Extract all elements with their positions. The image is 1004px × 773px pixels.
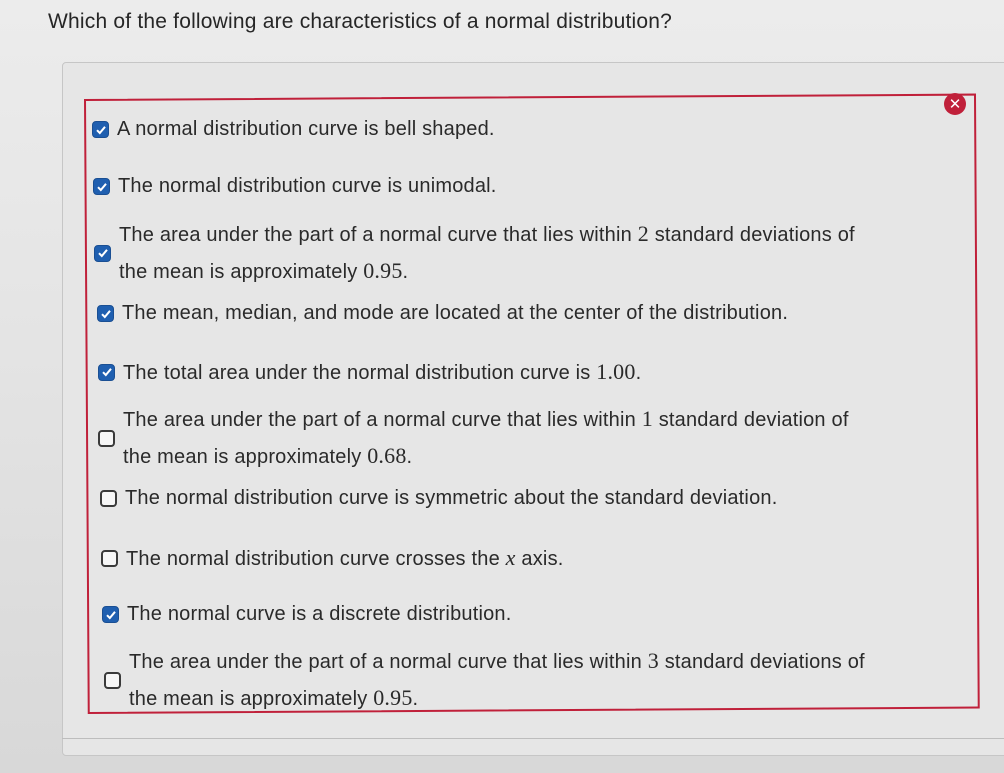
- option-bell-shaped[interactable]: [92, 118, 495, 141]
- option-label: The normal distribution curve crosses the x axis.: [126, 545, 564, 570]
- option-within-1-sd[interactable]: [98, 401, 849, 475]
- checked-checkbox-icon[interactable]: [98, 364, 115, 381]
- incorrect-close-icon[interactable]: ✕: [944, 93, 966, 115]
- option-mean-median-mode[interactable]: [97, 302, 788, 325]
- checked-checkbox-icon[interactable]: [93, 178, 110, 195]
- option-label: A normal distribution curve is bell shaped.: [117, 118, 495, 140]
- option-line-1: The area under the part of a normal curve that lies within 2 standard deviations of: [119, 221, 855, 246]
- option-line-2: the mean is approximately 0.95.: [129, 685, 419, 710]
- unchecked-checkbox-icon[interactable]: [98, 430, 115, 447]
- checked-checkbox-icon[interactable]: [92, 121, 109, 138]
- unchecked-checkbox-icon[interactable]: [104, 672, 121, 689]
- option-within-3-sd[interactable]: [104, 643, 865, 717]
- option-within-2-sd[interactable]: [94, 216, 855, 290]
- option-total-area[interactable]: [98, 359, 641, 385]
- option-label: The normal distribution curve is symmetric about the standard deviation.: [125, 487, 778, 509]
- option-label: The mean, median, and mode are located at the center of the distribution.: [122, 302, 789, 324]
- panel-divider: [62, 738, 1004, 739]
- question-text: Which of the following are characteristics of a normal distribution?: [48, 10, 673, 33]
- option-label: The total area under the normal distribution curve is 1.00.: [123, 359, 642, 384]
- checked-checkbox-icon[interactable]: [94, 245, 111, 262]
- option-crosses-x-axis[interactable]: [101, 545, 564, 571]
- option-label: [123, 401, 849, 475]
- option-line-1: The area under the part of a normal curve that lies within 1 standard deviation of: [123, 406, 849, 431]
- checked-checkbox-icon[interactable]: [102, 606, 119, 623]
- unchecked-checkbox-icon[interactable]: [101, 550, 118, 567]
- option-label: [119, 216, 855, 290]
- option-symmetric-about-sd[interactable]: [100, 487, 777, 510]
- option-line-2: the mean is approximately 0.95.: [119, 258, 409, 283]
- option-label: [129, 643, 865, 717]
- option-unimodal[interactable]: [93, 175, 497, 198]
- option-line-2: the mean is approximately 0.68.: [123, 443, 413, 468]
- checked-checkbox-icon[interactable]: [97, 305, 114, 322]
- option-line-1: The area under the part of a normal curve that lies within 3 standard deviations of: [129, 648, 865, 673]
- option-label: The normal distribution curve is unimodal.: [118, 175, 497, 197]
- option-discrete-distribution[interactable]: [102, 603, 512, 626]
- unchecked-checkbox-icon[interactable]: [100, 490, 117, 507]
- option-label: The normal curve is a discrete distribution.: [127, 603, 512, 625]
